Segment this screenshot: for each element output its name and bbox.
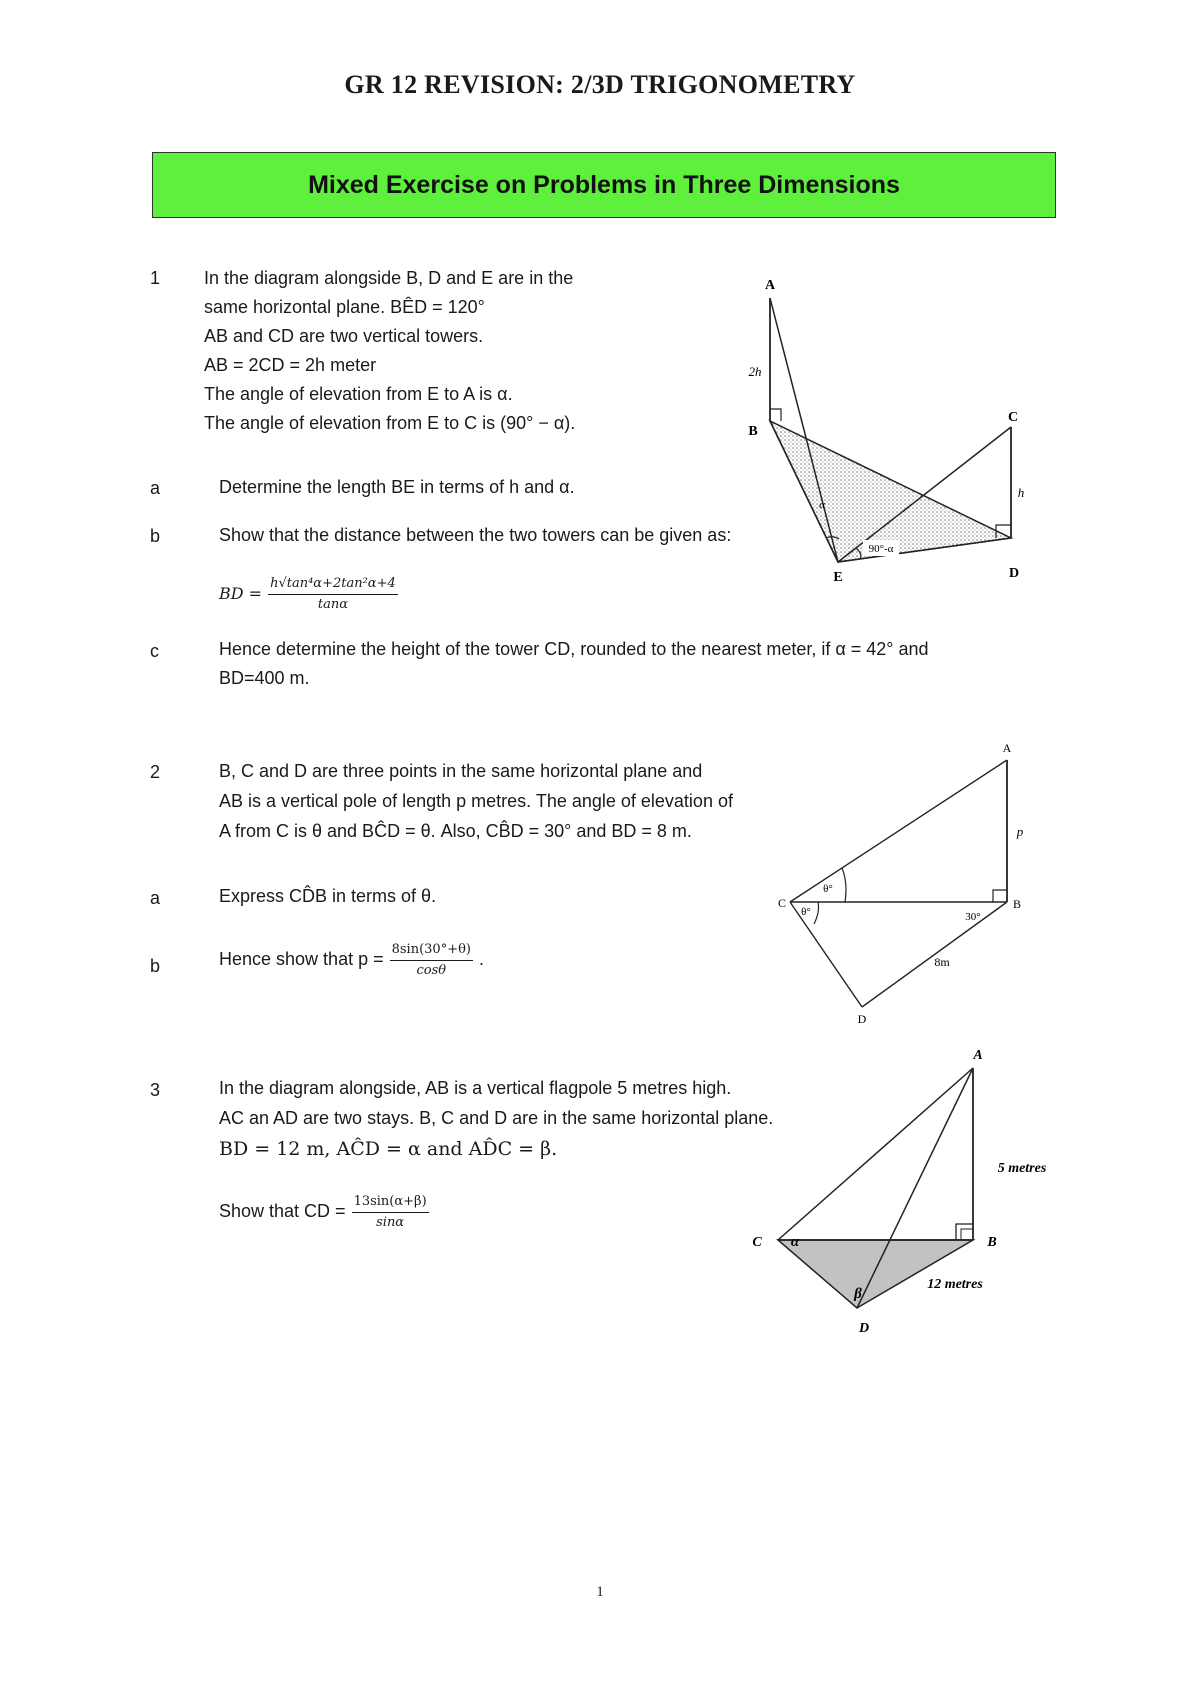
q2b-fraction-numerator: 8sin(30°+θ) [390, 942, 473, 961]
q1-label-e: E [833, 570, 843, 585]
q2-angle-theta2-arc [814, 902, 819, 924]
q3-show-text: Show that CD = [219, 1201, 346, 1222]
q2-label-c: C [777, 896, 787, 910]
q1c-label: c [150, 641, 159, 661]
q1-label-d: D [1008, 566, 1020, 581]
q1a-text: Determine the length BE in terms of h and α. [219, 477, 575, 497]
q3-shaded-triangle [778, 1240, 973, 1308]
q3-stay-ac [778, 1068, 973, 1240]
q2b-fraction [390, 942, 473, 978]
q1-intro-line1: In the diagram alongside B, D and E are in the [204, 268, 574, 288]
q2-label-a: A [1002, 741, 1012, 755]
q2b-label: b [150, 956, 161, 976]
q2a-label: a [150, 888, 161, 908]
q3-label-a: A [973, 1048, 983, 1063]
exercise-banner: Mixed Exercise on Problems in Three Dimensions [152, 152, 1056, 218]
q2b-period: . [479, 949, 485, 970]
question-1-number: 1 [150, 268, 161, 288]
q1a-label: a [150, 478, 161, 498]
q2-label-theta2: θ° [801, 906, 811, 918]
q3-label-beta: β [854, 1286, 862, 1302]
q2-right-angle-b [993, 890, 1007, 902]
q2-label-p: p [1016, 824, 1024, 839]
q2-intro-line3: A from C is θ and BĈD = θ. Also, CB̂D = 30° and BD = 8 m. [219, 821, 692, 841]
q3-flagpole-diagram [740, 1040, 1060, 1340]
q1-label-h: h [1017, 485, 1025, 500]
q1b-formula-lhs: BD = [219, 584, 263, 604]
q3-intro-line1: In the diagram alongside, AB is a vertical flagpole 5 metres high. [219, 1078, 732, 1098]
q1b-fraction-denominator: tanα [317, 596, 348, 612]
q1b-formula [219, 576, 398, 612]
q1b-fraction-numerator: h√tan⁴α+2tan²α+4 [268, 576, 398, 595]
q2-pole-diagram [770, 740, 1030, 1030]
q2-line-ca [790, 760, 1007, 902]
q1-intro-line6: The angle of elevation from E to C is (90° − α). [204, 413, 576, 433]
q1-intro-line4: AB = 2CD = 2h meter [204, 355, 377, 375]
q2-angle-theta1-arc [842, 868, 846, 902]
q3-intro-line3: BD = 12 m, AĈD = α and AD̂C = β. [219, 1138, 558, 1160]
q1-label-a: A [764, 278, 776, 293]
page-title: GR 12 REVISION: 2/3D TRIGONOMETRY [344, 70, 856, 99]
q1-label-c: C [1007, 410, 1019, 425]
q3-fraction-numerator: 13sin(α+β) [352, 1194, 429, 1213]
q1b-label: b [150, 526, 161, 546]
q2b-fraction-denominator: cosθ [416, 962, 447, 978]
q1-intro-line3: AB and CD are two vertical towers. [204, 326, 484, 346]
q3-right-angle-b [956, 1224, 973, 1240]
q1-intro-line5: The angle of elevation from E to A is α. [204, 384, 513, 404]
q2-intro-line1: B, C and D are three points in the same horizontal plane and [219, 761, 703, 781]
q2-label-theta1: θ° [823, 883, 833, 895]
q3-label-d: D [858, 1321, 870, 1336]
q3-fraction-denominator: sinα [376, 1214, 405, 1230]
q2-label-b: B [1012, 897, 1022, 911]
q3-label-12m: 12 metres [927, 1277, 983, 1292]
question-3-number: 3 [150, 1080, 161, 1100]
q3-label-5m: 5 metres [997, 1161, 1047, 1176]
q3-show-statement [219, 1192, 429, 1232]
q1-label-2h: 2h [748, 364, 762, 379]
q3-label-b: B [987, 1235, 997, 1250]
q1c-text-line1: Hence determine the height of the tower CD, rounded to the nearest meter, if α = 42° and [219, 639, 929, 659]
q1b-fraction [268, 576, 398, 612]
q1-intro-line2: same horizontal plane. BÊD = 120° [204, 297, 485, 317]
q1-label-b: B [748, 424, 758, 439]
q2b-statement [219, 940, 484, 980]
q1-label-alpha: α [819, 499, 825, 511]
q2b-text: Hence show that p = [219, 949, 384, 970]
q1-label-angle: 90°-α [868, 543, 894, 555]
q3-label-c: C [752, 1235, 762, 1250]
q1b-text: Show that the distance between the two towers can be given as: [219, 525, 732, 545]
q2a-text: Express CD̂B in terms of θ. [219, 886, 437, 906]
q3-intro-line2: AC an AD are two stays. B, C and D are in the same horizontal plane. [219, 1108, 774, 1128]
q3-right-angle-b-inner [961, 1229, 973, 1240]
question-2-number: 2 [150, 762, 161, 782]
q2-intro-line2: AB is a vertical pole of length p metres. The angle of elevation of [219, 791, 733, 811]
q1-towers-diagram [740, 275, 1030, 590]
q3-fraction [352, 1194, 429, 1230]
q1c-text-line2: BD=400 m. [219, 668, 310, 688]
page-number: 1 [596, 1584, 604, 1600]
q2-label-d: D [857, 1012, 867, 1026]
q2-label-30: 30° [965, 911, 981, 923]
q1-right-angle-b [770, 409, 781, 421]
q3-label-alpha: α [790, 1234, 800, 1250]
q2-label-8m: 8m [934, 955, 950, 969]
